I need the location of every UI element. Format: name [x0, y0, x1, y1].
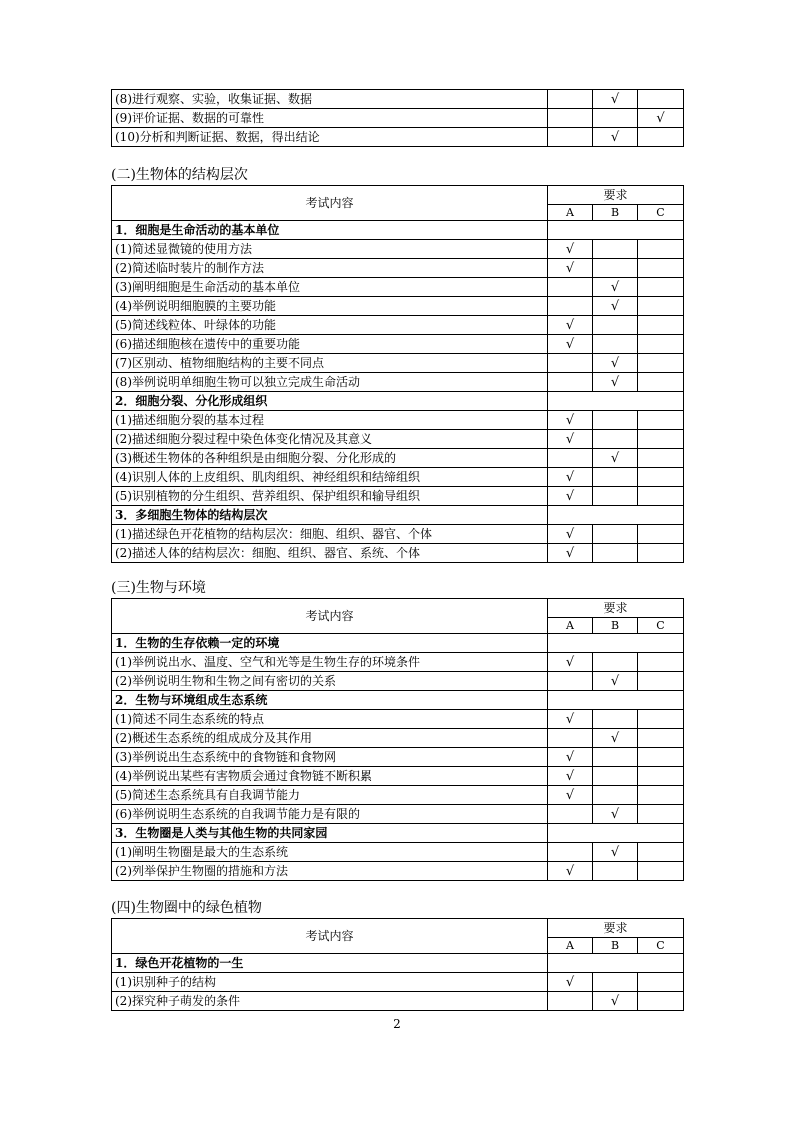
check-mark: √: [565, 545, 575, 561]
level-b-cell: [593, 487, 638, 506]
check-mark: √: [565, 412, 575, 428]
table-row: [112, 449, 684, 468]
check-mark: √: [656, 110, 665, 126]
level-a-cell: [548, 430, 593, 449]
check-mark: √: [610, 806, 620, 822]
level-a-cell: [548, 468, 593, 487]
requirement-item: (3)阐明细胞是生命活动的基本单位: [112, 278, 548, 297]
requirement-header: 要求: [548, 599, 684, 618]
check-mark: √: [610, 129, 620, 145]
level-b-cell: [593, 672, 638, 691]
level-a-cell: [548, 90, 593, 109]
level-b-cell: [593, 805, 638, 824]
level-b-cell: [593, 373, 638, 392]
level-b-cell: [593, 90, 638, 109]
table-row: [112, 786, 684, 805]
content-header: 考试内容: [112, 186, 548, 221]
level-a-cell: [548, 411, 593, 430]
level-a-cell: [548, 805, 593, 824]
table-row: [112, 973, 684, 992]
check-mark: √: [610, 298, 620, 314]
level-b-cell: [593, 786, 638, 805]
level-c-cell: [638, 335, 684, 354]
requirement-item: (1)识别种子的结构: [112, 973, 548, 992]
level-a-cell: [548, 109, 593, 128]
subsection-heading-row: [112, 691, 684, 710]
table-row: [112, 90, 684, 109]
empty-cell: [548, 392, 684, 411]
requirement-item: (8)进行观察、实验，收集证据、数据: [112, 90, 548, 109]
subsection-heading: 1．生物的生存依赖一定的环境: [112, 634, 548, 653]
level-b-cell: [593, 544, 638, 563]
level-b-cell: [593, 973, 638, 992]
section-title-2: (二)生物体的结构层次: [111, 167, 248, 183]
level-c-cell: [638, 128, 684, 147]
level-a-cell: [548, 786, 593, 805]
level-c-cell: [638, 240, 684, 259]
level-a-cell: [548, 672, 593, 691]
level-header-c: C: [638, 938, 684, 954]
level-b-cell: [593, 710, 638, 729]
page-number: 2: [393, 1017, 401, 1031]
table-row: [112, 653, 684, 672]
check-mark: √: [565, 469, 575, 485]
table-row: [112, 373, 684, 392]
table-row: [112, 335, 684, 354]
level-header-b: B: [593, 618, 638, 634]
level-c-cell: [638, 109, 684, 128]
table-row: [112, 843, 684, 862]
requirement-header: 要求: [548, 919, 684, 938]
level-c-cell: [638, 653, 684, 672]
subsection-heading: 3．多细胞生物体的结构层次: [112, 506, 548, 525]
empty-cell: [548, 506, 684, 525]
level-a-cell: [548, 862, 593, 881]
subsection-heading: 2．细胞分裂、分化形成组织: [112, 392, 548, 411]
level-header-b: B: [593, 205, 638, 221]
level-b-cell: [593, 259, 638, 278]
level-c-cell: [638, 449, 684, 468]
level-c-cell: [638, 487, 684, 506]
level-b-cell: [593, 240, 638, 259]
continuation-table: [111, 89, 684, 147]
level-a-cell: [548, 316, 593, 335]
table-row: [112, 430, 684, 449]
level-b-cell: [593, 748, 638, 767]
level-c-cell: [638, 729, 684, 748]
table-row: [112, 767, 684, 786]
check-mark: √: [610, 374, 620, 390]
check-mark: √: [565, 749, 575, 765]
requirement-item: (4)识别人体的上皮组织、肌肉组织、神经组织和结缔组织: [112, 468, 548, 487]
check-mark: √: [565, 768, 575, 784]
subsection-heading-row: [112, 824, 684, 843]
level-c-cell: [638, 430, 684, 449]
requirement-item: (2)描述细胞分裂过程中染色体变化情况及其意义: [112, 430, 548, 449]
check-mark: √: [565, 863, 575, 879]
level-header-a: A: [548, 938, 593, 954]
level-a-cell: [548, 354, 593, 373]
content-header: 考试内容: [112, 599, 548, 634]
level-c-cell: [638, 843, 684, 862]
table-row: [112, 411, 684, 430]
check-mark: √: [565, 260, 575, 276]
level-a-cell: [548, 259, 593, 278]
table-row: [112, 710, 684, 729]
level-c-cell: [638, 354, 684, 373]
requirement-item: (4)举例说出某些有害物质会通过食物链不断积累: [112, 767, 548, 786]
level-a-cell: [548, 278, 593, 297]
level-b-cell: [593, 843, 638, 862]
subsection-heading: 1．绿色开花植物的一生: [112, 954, 548, 973]
level-c-cell: [638, 411, 684, 430]
requirement-item: (2)列举保护生物圈的措施和方法: [112, 862, 548, 881]
empty-cell: [548, 634, 684, 653]
level-b-cell: [593, 992, 638, 1011]
check-mark: √: [565, 711, 575, 727]
level-c-cell: [638, 992, 684, 1011]
level-b-cell: [593, 449, 638, 468]
subsection-heading: 3．生物圈是人类与其他生物的共同家园: [112, 824, 548, 843]
level-c-cell: [638, 525, 684, 544]
empty-cell: [548, 691, 684, 710]
level-a-cell: [548, 767, 593, 786]
requirement-item: (1)举例说出水、温度、空气和光等是生物生存的环境条件: [112, 653, 548, 672]
table-row: [112, 128, 684, 147]
level-a-cell: [548, 449, 593, 468]
level-header-a: A: [548, 205, 593, 221]
table-row: [112, 259, 684, 278]
section-title-4: (四)生物圈中的绿色植物: [111, 900, 262, 916]
level-a-cell: [548, 128, 593, 147]
requirement-item: (4)举例说明细胞膜的主要功能: [112, 297, 548, 316]
level-b-cell: [593, 109, 638, 128]
level-b-cell: [593, 278, 638, 297]
level-a-cell: [548, 710, 593, 729]
level-a-cell: [548, 544, 593, 563]
requirement-item: (5)简述线粒体、叶绿体的功能: [112, 316, 548, 335]
table-row: [112, 672, 684, 691]
level-c-cell: [638, 786, 684, 805]
level-b-cell: [593, 316, 638, 335]
check-mark: √: [565, 488, 575, 504]
level-a-cell: [548, 297, 593, 316]
level-b-cell: [593, 297, 638, 316]
level-c-cell: [638, 710, 684, 729]
check-mark: √: [610, 91, 620, 107]
level-header-b: B: [593, 938, 638, 954]
table-row: [112, 297, 684, 316]
level-c-cell: [638, 748, 684, 767]
section-3-table: [111, 598, 684, 881]
subsection-heading-row: [112, 954, 684, 973]
requirement-item: (1)阐明生物圈是最大的生态系统: [112, 843, 548, 862]
empty-cell: [548, 954, 684, 973]
requirement-item: (5)识别植物的分生组织、营养组织、保护组织和输导组织: [112, 487, 548, 506]
table-row: [112, 805, 684, 824]
table-row: [112, 240, 684, 259]
empty-cell: [548, 221, 684, 240]
level-a-cell: [548, 729, 593, 748]
check-mark: √: [610, 355, 620, 371]
level-b-cell: [593, 468, 638, 487]
level-a-cell: [548, 335, 593, 354]
table-row: [112, 729, 684, 748]
header-row: [112, 186, 684, 205]
check-mark: √: [565, 317, 575, 333]
check-mark: √: [610, 279, 620, 295]
table-row: [112, 354, 684, 373]
check-mark: √: [610, 993, 620, 1009]
check-mark: √: [610, 450, 620, 466]
level-c-cell: [638, 672, 684, 691]
section-2-table: [111, 185, 684, 563]
level-b-cell: [593, 525, 638, 544]
table-row: [112, 487, 684, 506]
level-c-cell: [638, 373, 684, 392]
level-b-cell: [593, 430, 638, 449]
level-b-cell: [593, 128, 638, 147]
table-row: [112, 544, 684, 563]
level-c-cell: [638, 468, 684, 487]
level-c-cell: [638, 767, 684, 786]
level-b-cell: [593, 767, 638, 786]
requirement-item: (3)概述生物体的各种组织是由细胞分裂、分化形成的: [112, 449, 548, 468]
level-b-cell: [593, 653, 638, 672]
level-c-cell: [638, 297, 684, 316]
check-mark: √: [610, 844, 620, 860]
requirement-item: (2)概述生态系统的组成成分及其作用: [112, 729, 548, 748]
check-mark: √: [565, 241, 575, 257]
table-row: [112, 468, 684, 487]
table-row: [112, 992, 684, 1011]
level-a-cell: [548, 992, 593, 1011]
requirement-item: (6)举例说明生态系统的自我调节能力是有限的: [112, 805, 548, 824]
table-row: [112, 862, 684, 881]
requirement-item: (1)描述细胞分裂的基本过程: [112, 411, 548, 430]
requirement-item: (9)评价证据、数据的可靠性: [112, 109, 548, 128]
level-a-cell: [548, 240, 593, 259]
level-b-cell: [593, 729, 638, 748]
content-header: 考试内容: [112, 919, 548, 954]
level-c-cell: [638, 862, 684, 881]
level-a-cell: [548, 748, 593, 767]
requirement-item: (5)简述生态系统具有自我调节能力: [112, 786, 548, 805]
level-c-cell: [638, 259, 684, 278]
table-row: [112, 316, 684, 335]
level-c-cell: [638, 90, 684, 109]
header-row: [112, 919, 684, 938]
level-a-cell: [548, 487, 593, 506]
requirement-item: (7)区别动、植物细胞结构的主要不同点: [112, 354, 548, 373]
level-c-cell: [638, 316, 684, 335]
subsection-heading: 1．细胞是生命活动的基本单位: [112, 221, 548, 240]
requirement-item: (1)简述不同生态系统的特点: [112, 710, 548, 729]
level-b-cell: [593, 862, 638, 881]
check-mark: √: [610, 730, 620, 746]
level-c-cell: [638, 973, 684, 992]
header-row: [112, 599, 684, 618]
requirement-item: (8)举例说明单细胞生物可以独立完成生命活动: [112, 373, 548, 392]
table-row: [112, 525, 684, 544]
level-header-c: C: [638, 205, 684, 221]
level-header-c: C: [638, 618, 684, 634]
check-mark: √: [565, 526, 575, 542]
requirement-item: (1)简述显微镜的使用方法: [112, 240, 548, 259]
level-c-cell: [638, 278, 684, 297]
level-c-cell: [638, 805, 684, 824]
requirement-item: (6)描述细胞核在遗传中的重要功能: [112, 335, 548, 354]
subsection-heading-row: [112, 221, 684, 240]
check-mark: √: [565, 974, 575, 990]
requirement-item: (2)举例说明生物和生物之间有密切的关系: [112, 672, 548, 691]
subsection-heading: 2．生物与环境组成生态系统: [112, 691, 548, 710]
level-a-cell: [548, 653, 593, 672]
check-mark: √: [565, 336, 575, 352]
level-a-cell: [548, 973, 593, 992]
requirement-item: (10)分析和判断证据、数据，得出结论: [112, 128, 548, 147]
level-a-cell: [548, 373, 593, 392]
level-b-cell: [593, 335, 638, 354]
requirement-item: (1)描述绿色开花植物的结构层次：细胞、组织、器官、个体: [112, 525, 548, 544]
subsection-heading-row: [112, 506, 684, 525]
level-a-cell: [548, 843, 593, 862]
requirement-item: (3)举例说出生态系统中的食物链和食物网: [112, 748, 548, 767]
level-b-cell: [593, 354, 638, 373]
requirement-header: 要求: [548, 186, 684, 205]
table-row: [112, 278, 684, 297]
section-4-table: [111, 918, 684, 1011]
subsection-heading-row: [112, 392, 684, 411]
check-mark: √: [565, 787, 575, 803]
level-a-cell: [548, 525, 593, 544]
level-header-a: A: [548, 618, 593, 634]
section-title-3: (三)生物与环境: [111, 580, 206, 596]
requirement-item: (2)描述人体的结构层次：细胞、组织、器官、系统、个体: [112, 544, 548, 563]
table-row: [112, 748, 684, 767]
check-mark: √: [610, 673, 620, 689]
requirement-item: (2)简述临时装片的制作方法: [112, 259, 548, 278]
level-c-cell: [638, 544, 684, 563]
level-b-cell: [593, 411, 638, 430]
check-mark: √: [565, 431, 575, 447]
requirement-item: (2)探究种子萌发的条件: [112, 992, 548, 1011]
subsection-heading-row: [112, 634, 684, 653]
table-row: [112, 109, 684, 128]
empty-cell: [548, 824, 684, 843]
check-mark: √: [565, 654, 575, 670]
